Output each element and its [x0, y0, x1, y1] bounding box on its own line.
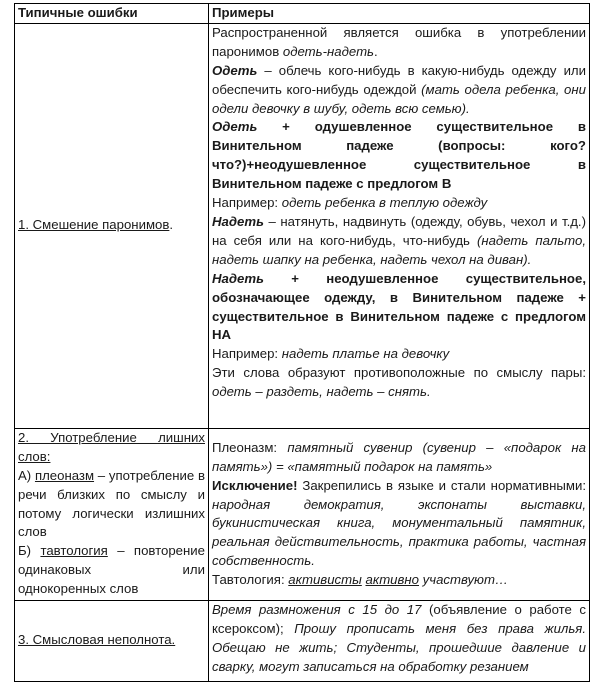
table-row-semantic-incompleteness — [15, 600, 590, 681]
error-link-semantic-incompleteness[interactable]: 3. Смысловая неполнота. — [18, 632, 176, 648]
pleonasm-definition: А) плеоназм – употребление в речи близких по смыслу и потому логически излишних слов — [18, 467, 205, 540]
paronyms-intro: Распространенной является ошибка в употреблении паронимов одеть-надеть. — [212, 24, 586, 59]
nadet-rule: Надеть + неодушевленное существительное, обозначающее одежду, в Винительном падеже + существительное в Винительном падеже с предлогом НА — [212, 270, 586, 343]
table-row-redundant-words — [15, 428, 590, 600]
examples-cell-redundant-words — [209, 428, 590, 600]
odet-rule: Одеть + одушевленное существительное в Винительном падеже (вопросы: кого? что?)+неодушевленное существительное в Винительном падеже с предлогом В — [212, 119, 586, 192]
error-cell-semantic-incompleteness — [15, 600, 209, 681]
error-link-paronyms[interactable]: 1. Смешение паронимов — [18, 217, 170, 233]
header-examples: Примеры — [209, 4, 590, 24]
nadet-example: Например: надеть платье на девочку — [212, 346, 450, 362]
errors-table — [14, 3, 590, 682]
odet-definition: Одеть – облечь кого-нибудь в какую-нибудь одежду или обеспечить кого-нибудь одеждой (мать одела ребенка, они одели девочку в шубу, одеть всю семью). — [212, 62, 586, 116]
tautology-link[interactable]: тавтология — [40, 543, 108, 559]
examples-cell-semantic-incompleteness — [209, 600, 590, 681]
error-cell-paronyms: 1. Смешение паронимов. — [15, 23, 209, 428]
header-typical-errors: Типичные ошибки — [15, 4, 209, 24]
error-title-redundant-words: 2. Употребление лишних слов: — [18, 429, 205, 464]
error-cell-redundant-words — [15, 428, 209, 600]
examples-cell-paronyms — [209, 23, 590, 428]
odet-example: Например: одеть ребенка в теплую одежду — [212, 195, 488, 211]
pleonasm-link[interactable]: плеоназм — [34, 467, 95, 483]
incompleteness-examples: Время размножения с 15 до 17 (объявление о работе с ксероксом); Прошу прописать меня без права жилья. Обещаю не жить; Студенты, прошедшие давление и сварку, могут записаться на обработку резанием — [212, 601, 587, 674]
exception-note: Исключение! Закрепились в языке и стали нормативными: народная демократия, экспонаты выставки, букинистическая книга, монументальный памятник, реальная действительность, практика работы, частная собственность. — [212, 477, 586, 569]
tautology-example: Тавтология: активисты активно участвуют… — [212, 572, 509, 588]
nadet-definition: Надеть – натянуть, надвинуть (одежду, обувь, чехол и т.д.) на себя или на кого-нибудь, что-нибудь (надеть пальто, надеть шапку на ребенка, надеть чехол на диван). — [212, 213, 586, 267]
table-row-paronyms — [15, 23, 590, 428]
table-header-row — [15, 4, 590, 24]
tautology-definition: Б) тавтология – повторение одинаковых или однокоренных слов — [18, 543, 205, 597]
antonym-pairs: Эти слова образуют противоположные по смыслу пары: одеть – раздеть, надеть – снять. — [212, 365, 586, 400]
pleonasm-example: Плеоназм: памятный сувенир (сувенир – «подарок на память») = «памятный подарок на память» — [212, 439, 586, 474]
